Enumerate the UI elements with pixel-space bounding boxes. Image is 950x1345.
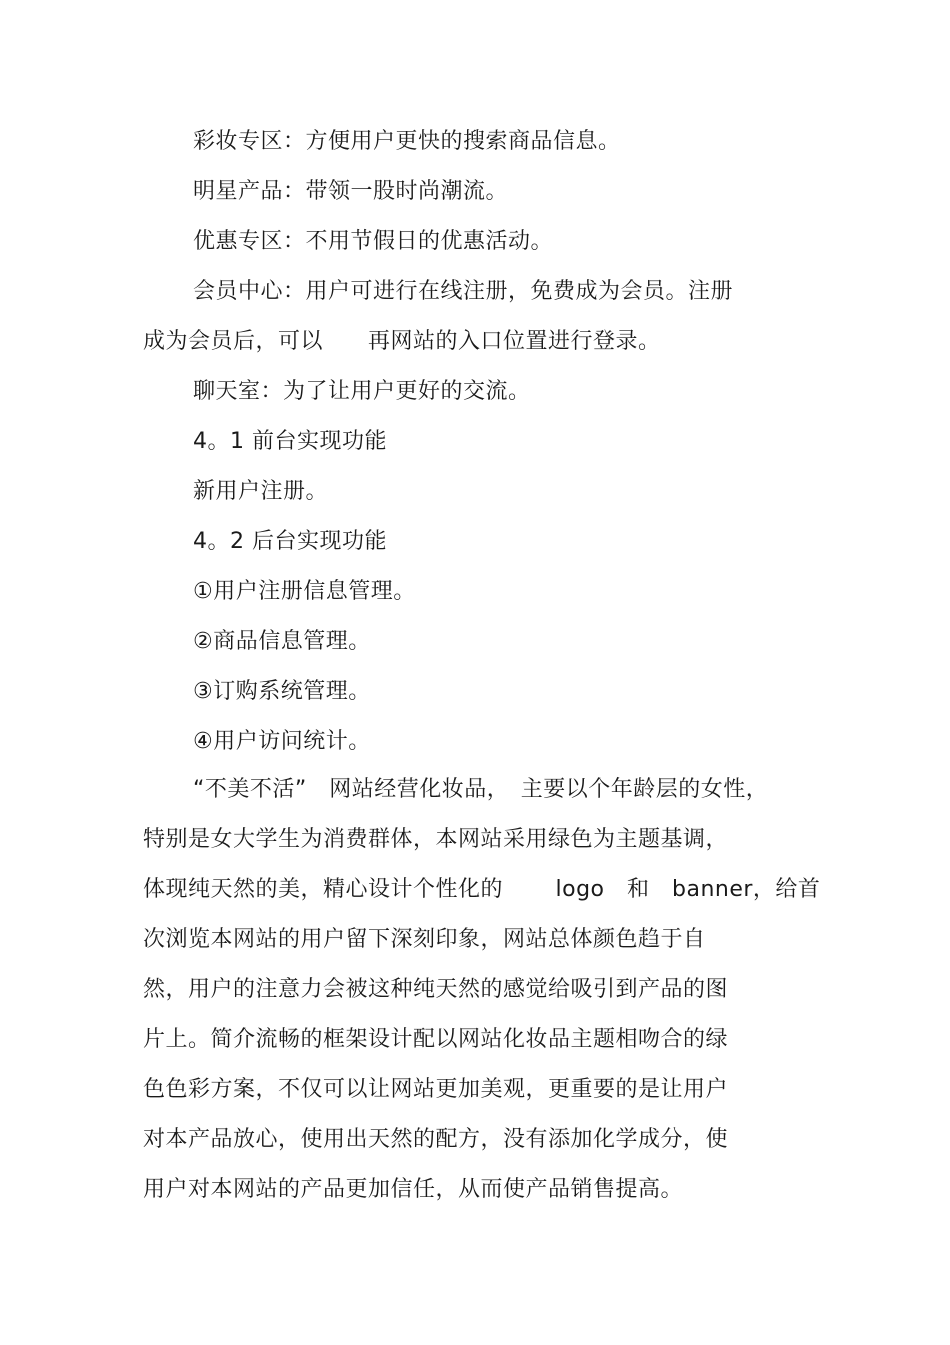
- paragraph-summary-line-1: “不美不活” 网站经营化妆品， 主要以个年龄层的女性，: [193, 777, 769, 802]
- paragraph-summary-line-3: 体现纯天然的美，精心设计个性化的 logo 和 banner，给首: [143, 877, 821, 902]
- paragraph-summary-line-2: 特别是女大学生为消费群体，本网站采用绿色为主题基调，: [143, 827, 729, 852]
- paragraph-discount-zone: 优惠专区：不用节假日的优惠活动。: [193, 229, 554, 254]
- paragraph-makeup-zone: 彩妆专区：方便用户更快的搜索商品信息。: [193, 129, 621, 154]
- paragraph-chat-room: 聊天室：为了让用户更好的交流。: [193, 379, 531, 404]
- section-heading-frontend: 4。1 前台实现功能: [193, 429, 387, 454]
- list-item-3: ③订购系统管理。: [193, 679, 371, 704]
- paragraph-summary-line-7: 色色彩方案，不仅可以让网站更加美观，更重要的是让用户: [143, 1077, 729, 1102]
- paragraph-summary-line-5: 然，用户的注意力会被这种纯天然的感觉给吸引到产品的图: [143, 977, 729, 1002]
- paragraph-summary-line-9: 用户对本网站的产品更加信任，从而使产品销售提高。: [143, 1177, 684, 1202]
- list-item-4: ④用户访问统计。: [193, 729, 371, 754]
- paragraph-new-user-register: 新用户注册。: [193, 479, 329, 504]
- list-item-2: ②商品信息管理。: [193, 629, 371, 654]
- paragraph-summary-line-6: 片上。简介流畅的框架设计配以网站化妆品主题相吻合的绿: [143, 1027, 729, 1052]
- list-item-1: ①用户注册信息管理。: [193, 579, 416, 604]
- paragraph-summary-line-4: 次浏览本网站的用户留下深刻印象，网站总体颜色趋于自: [143, 927, 706, 952]
- paragraph-member-center: 会员中心：用户可进行在线注册，免费成为会员。注册: [193, 279, 734, 304]
- paragraph-summary-line-8: 对本产品放心，使用出天然的配方，没有添加化学成分，使: [143, 1127, 729, 1152]
- paragraph-member-center-cont: 成为会员后，可以 再网站的入口位置进行登录。: [143, 329, 661, 354]
- paragraph-star-products: 明星产品：带领一股时尚潮流。: [193, 179, 509, 204]
- section-heading-backend: 4。2 后台实现功能: [193, 529, 387, 554]
